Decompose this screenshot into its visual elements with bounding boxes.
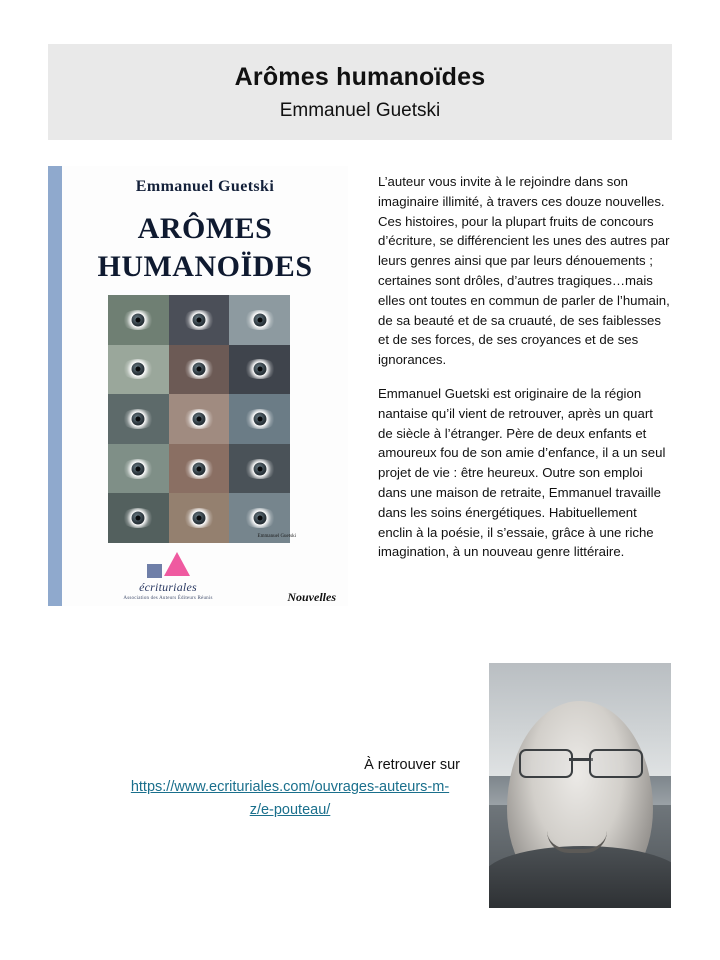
cover-author: Emmanuel Guetski — [135, 178, 275, 195]
publisher-link[interactable]: https://www.ecrituriales.com/ouvrages-auteurs-m-z/e-pouteau/ — [130, 779, 450, 818]
artwork-cell — [108, 295, 169, 345]
cover-title — [62, 210, 348, 287]
publisher-mark-icon — [144, 552, 192, 578]
artwork-cell — [169, 394, 230, 444]
cover-artwork-credit: Emmanuel Guetski — [257, 534, 296, 539]
footer-lead-text: À retrouver sur — [364, 757, 460, 773]
cover-title-line-2: HUMANOÏDES — [97, 250, 313, 284]
artwork-cell — [229, 444, 290, 494]
cover-title-line-1: ARÔMES — [137, 212, 273, 245]
artwork-cell — [108, 444, 169, 494]
artwork-cell — [108, 345, 169, 395]
artwork-cell — [229, 295, 290, 345]
author-photo — [489, 663, 671, 908]
publisher-tagline: Association des Auteurs Éditeurs Réunis — [123, 596, 213, 601]
artwork-cell — [169, 493, 230, 543]
cover-page — [62, 166, 348, 606]
glasses-icon — [519, 749, 643, 775]
description-paragraph-1: L’auteur vous invite à le rejoindre dans son imaginaire illimité, à travers ces douze nouvelles. Ces histoires, pour la plupart fruits de concours d’écriture, se différencient les unes des autres par leurs genres ainsi que par leurs dénouements ; certaines sont drôles, d’autres tragiques…mais elles ont toutes en commun de parler de l’humain, de sa beauté et de sa cruauté, de ses faiblesses et de ses forces, de ses croyances et de ses ignorances. — [378, 174, 670, 368]
artwork-cell — [169, 444, 230, 494]
page-title: Arômes humanoïdes — [234, 62, 486, 91]
cover-artwork-eye-mosaic — [108, 295, 290, 543]
artwork-cell — [229, 394, 290, 444]
artwork-cell — [108, 394, 169, 444]
artwork-cell — [229, 345, 290, 395]
artwork-cell — [169, 295, 230, 345]
description-block — [378, 172, 670, 562]
book-cover — [48, 166, 348, 606]
publisher-logo — [108, 552, 228, 601]
publisher-name: écrituriales — [139, 580, 197, 594]
photo-shoulders — [489, 846, 671, 908]
cover-genre: Nouvelles — [287, 590, 336, 604]
footer-link-block — [120, 754, 460, 821]
artwork-cell — [169, 345, 230, 395]
description-paragraph-2: Emmanuel Guetski est originaire de la région nantaise qu’il vient de retrouver, après un quart de siècle à l’étranger. Père de deux enfants et amoureux fou de son amie d’enfance, il a un seul projet de vie : être heureux. Outre son emploi dans une maison de retraite, Emmanuel travaille dans les soins énergétiques. Habituellement enclin à la poésie, il s’essaie, grâce à une riche imagination, à un nouveau genre littéraire. — [378, 385, 666, 560]
page-author: Emmanuel Guetski — [279, 99, 441, 121]
header-banner — [48, 44, 672, 140]
cover-accent-bar — [48, 166, 62, 606]
artwork-cell — [108, 493, 169, 543]
